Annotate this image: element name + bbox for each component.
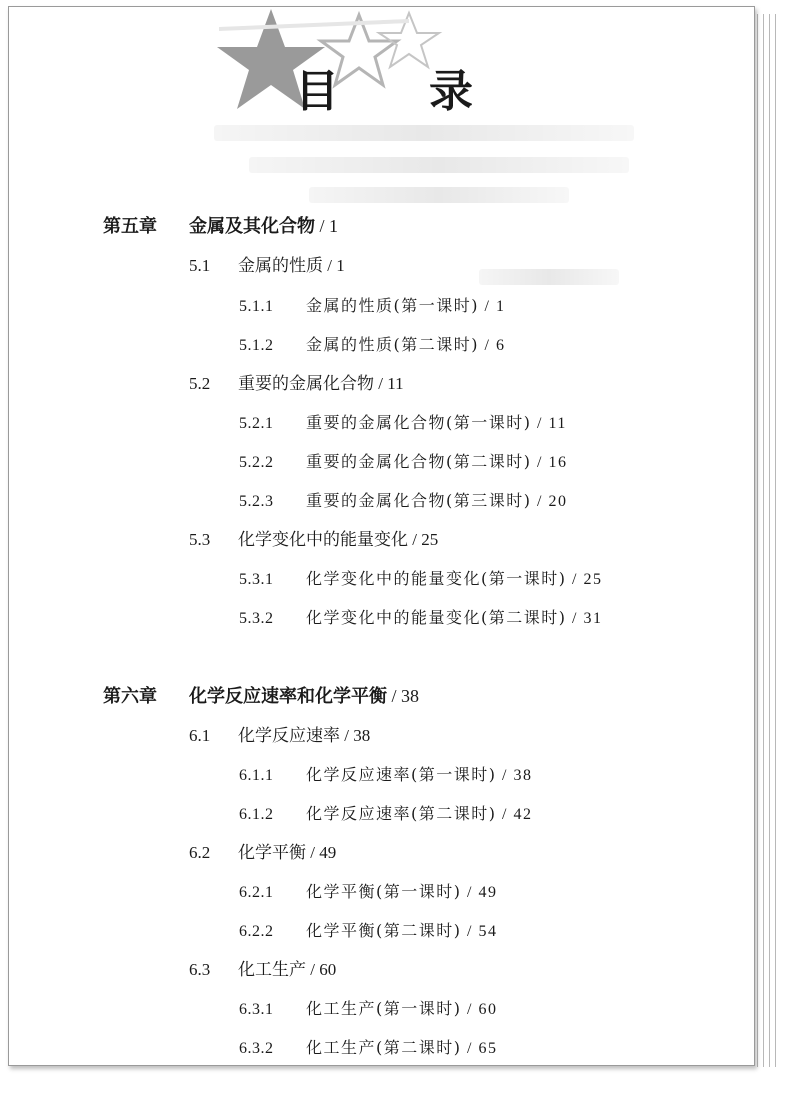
subsection-number: 6.1.2	[239, 806, 274, 823]
toc-subsection[interactable]	[239, 295, 505, 318]
toc-section[interactable]	[189, 373, 404, 395]
subsection-number: 5.2.3	[239, 493, 274, 510]
section-number: 6.1	[189, 726, 211, 745]
page-number: / 1	[315, 216, 339, 236]
toc-section[interactable]	[189, 842, 336, 864]
page-edge	[773, 14, 776, 1067]
toc-section[interactable]	[189, 529, 438, 551]
page-number: / 49	[461, 884, 498, 901]
toc-subsection[interactable]	[239, 881, 497, 904]
toc-subsection[interactable]	[239, 334, 505, 357]
subsection-number: 6.2.2	[239, 923, 274, 940]
page-number: / 42	[496, 806, 533, 823]
chapter-number: 第六章	[103, 686, 157, 707]
section-title: 金属的性质	[238, 256, 323, 276]
subsection-title: 化学平衡(第二课时)	[306, 921, 462, 940]
bleed-through-text	[214, 125, 634, 141]
page-number: / 54	[461, 923, 498, 940]
page-number: / 25	[566, 571, 603, 588]
subsection-number: 5.1.1	[239, 298, 274, 315]
subsection-number: 5.3.1	[239, 571, 274, 588]
page-edge	[767, 14, 770, 1067]
subsection-title: 金属的性质(第二课时)	[306, 335, 479, 354]
section-title: 化学平衡	[238, 843, 306, 863]
subsection-title: 化工生产(第二课时)	[306, 1038, 462, 1057]
subsection-number: 6.1.1	[239, 767, 274, 784]
subsection-title: 化学反应速率(第二课时)	[306, 804, 497, 823]
toc-subsection[interactable]	[239, 607, 602, 630]
subsection-title: 化学反应速率(第一课时)	[306, 765, 497, 784]
section-number: 5.2	[189, 374, 211, 393]
page-number: / 11	[374, 374, 404, 393]
subsection-title: 重要的金属化合物(第三课时)	[306, 491, 532, 510]
subsection-title: 化学变化中的能量变化(第一课时)	[306, 569, 567, 588]
section-number: 6.2	[189, 843, 211, 862]
section-number: 5.3	[189, 530, 211, 549]
title-char: 录	[429, 66, 475, 117]
subsection-number: 6.2.1	[239, 884, 274, 901]
subsection-title: 化学平衡(第一课时)	[306, 882, 462, 901]
section-number: 6.3	[189, 960, 211, 979]
toc-subsection[interactable]	[239, 490, 567, 513]
subsection-title: 金属的性质(第一课时)	[306, 296, 479, 315]
toc-subsection[interactable]	[239, 920, 497, 943]
page-number: / 31	[566, 610, 603, 627]
subsection-title: 重要的金属化合物(第二课时)	[306, 452, 532, 471]
subsection-number: 6.3.2	[239, 1040, 274, 1057]
chapter-number: 第五章	[103, 216, 157, 237]
section-number: 5.1	[189, 256, 211, 275]
toc-chapter[interactable]	[103, 215, 338, 238]
subsection-title: 化工生产(第一课时)	[306, 999, 462, 1018]
page-number: / 16	[531, 454, 568, 471]
title-char: 目	[295, 66, 341, 117]
page-number: / 65	[461, 1040, 498, 1057]
page-number: / 20	[531, 493, 568, 510]
toc-subsection[interactable]	[239, 451, 567, 474]
page-number: / 60	[461, 1001, 498, 1018]
toc-subsection[interactable]	[239, 1037, 497, 1060]
subsection-number: 6.3.1	[239, 1001, 274, 1018]
toc-subsection[interactable]	[239, 764, 532, 787]
page-number: / 1	[479, 298, 506, 315]
subsection-number: 5.2.1	[239, 415, 274, 432]
page-number: / 38	[387, 686, 420, 706]
section-title: 化学反应速率	[238, 726, 340, 746]
page-number: / 11	[531, 415, 567, 432]
bleed-through-text	[249, 157, 629, 173]
subsection-title: 重要的金属化合物(第一课时)	[306, 413, 532, 432]
section-title: 重要的金属化合物	[238, 374, 374, 394]
subsection-number: 5.3.2	[239, 610, 274, 627]
chapter-title: 金属及其化合物	[189, 216, 315, 237]
subsection-number: 5.2.2	[239, 454, 274, 471]
subsection-number: 5.1.2	[239, 337, 274, 354]
bleed-through-text	[309, 187, 569, 203]
toc-subsection[interactable]	[239, 803, 532, 826]
document-page	[8, 6, 755, 1066]
toc-subsection[interactable]	[239, 568, 602, 591]
bleed-through-text	[479, 269, 619, 285]
toc-section[interactable]	[189, 255, 345, 277]
page-number: / 25	[408, 530, 439, 549]
toc-section[interactable]	[189, 959, 336, 981]
chapter-title: 化学反应速率和化学平衡	[189, 686, 387, 707]
section-title: 化学变化中的能量变化	[238, 530, 408, 550]
page-number: / 49	[306, 843, 337, 862]
toc-section[interactable]	[189, 725, 370, 747]
toc-subsection[interactable]	[239, 412, 567, 435]
page-title	[9, 55, 754, 115]
page-number: / 38	[340, 726, 371, 745]
page-number: / 6	[479, 337, 506, 354]
page-number: / 38	[496, 767, 533, 784]
page-edge	[755, 14, 758, 1067]
page-number: / 60	[306, 960, 337, 979]
section-title: 化工生产	[238, 960, 306, 980]
toc-subsection[interactable]	[239, 998, 497, 1021]
page-number: / 1	[323, 256, 345, 275]
toc-chapter[interactable]	[103, 685, 419, 708]
page-edge	[761, 14, 764, 1067]
subsection-title: 化学变化中的能量变化(第二课时)	[306, 608, 567, 627]
